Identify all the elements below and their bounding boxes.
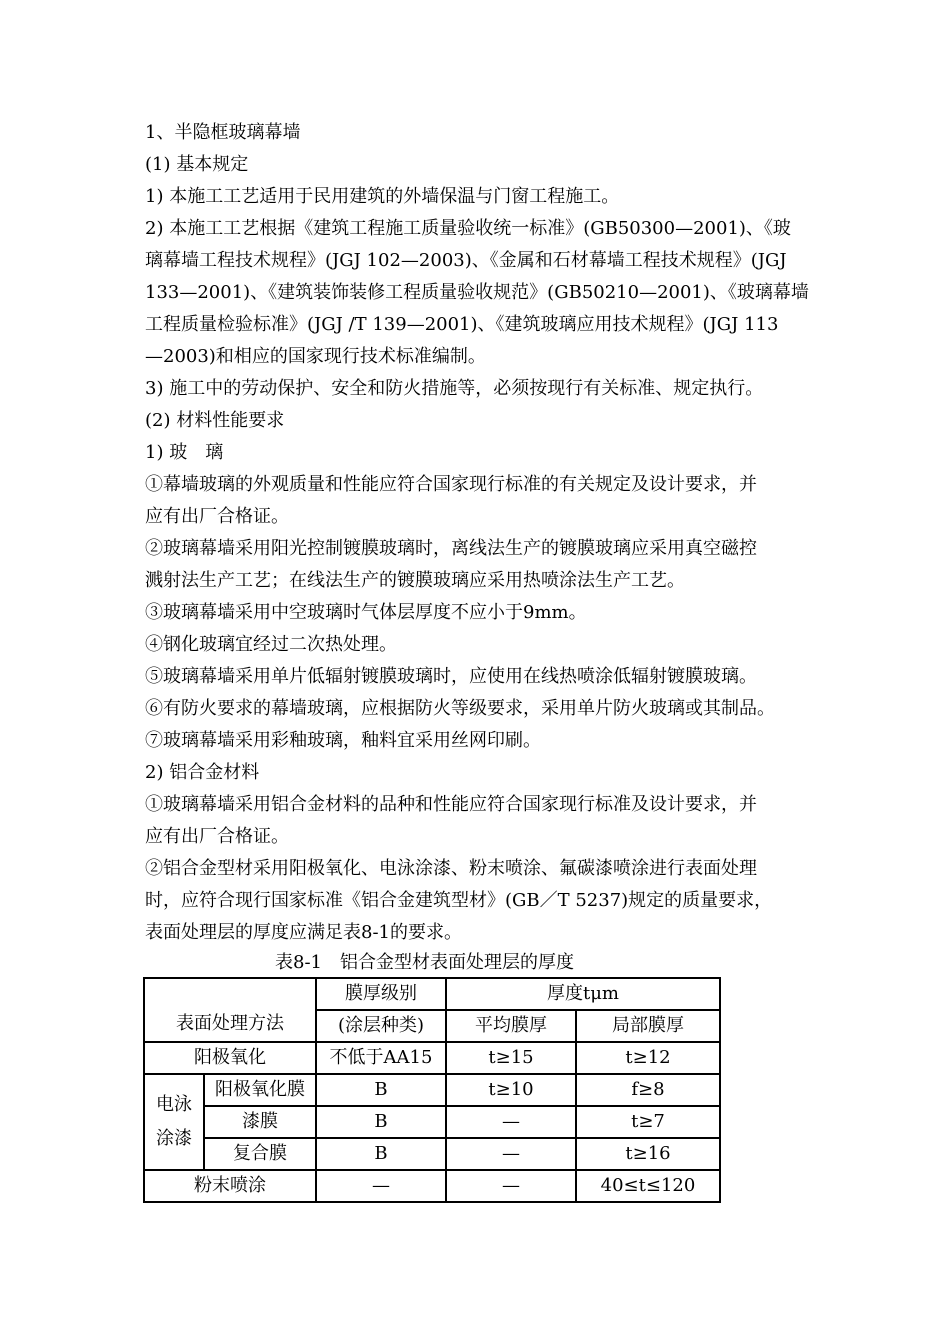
cell-grade: B [316, 1106, 446, 1138]
cell-grade: 不低于AA15 [316, 1042, 446, 1074]
cell-average: — [446, 1170, 576, 1202]
paragraph-line: 2) 本施工工艺根据《建筑工程施工质量验收统一标准》(GB50300—2001)、《玻 [145, 218, 791, 239]
paragraph-line: ⑦玻璃幕墙采用彩釉玻璃，釉料宜采用丝网印刷。 [145, 730, 541, 751]
paragraph-line: 工程质量检验标准》(JGJ /T 139—2001)、《建筑玻璃应用技术规程》(JGJ 113 [145, 314, 779, 335]
cell-method: 漆膜 [204, 1106, 316, 1138]
header-grade-line1: 膜厚级别 [316, 978, 446, 1010]
paragraph-line: ②玻璃幕墙采用阳光控制镀膜玻璃时，离线法生产的镀膜玻璃应采用真空磁控 [145, 538, 757, 559]
table-row [144, 1106, 720, 1138]
table-row [144, 1042, 720, 1074]
paragraph-line: ③玻璃幕墙采用中空玻璃时气体层厚度不应小于9mm。 [145, 602, 587, 623]
cell-method: 阳极氧化膜 [204, 1074, 316, 1106]
group-label-line2: 涂漆 [156, 1128, 192, 1149]
section-heading: 1、半隐框玻璃幕墙 [145, 122, 301, 143]
cell-average: — [446, 1138, 576, 1170]
header-grade-line2: (涂层种类) [316, 1010, 446, 1042]
cell-local: 40≤t≤120 [576, 1170, 720, 1202]
cell-electrophoretic-group [144, 1074, 204, 1170]
paragraph-line: ①玻璃幕墙采用铝合金材料的品种和性能应符合国家现行标准及设计要求，并 [145, 794, 757, 815]
table-row [144, 1170, 720, 1202]
table-row [144, 1074, 720, 1106]
paragraph-line: —2003)和相应的国家现行技术标准编制。 [145, 346, 486, 367]
paragraph-line: 溅射法生产工艺；在线法生产的镀膜玻璃应采用热喷涂法生产工艺。 [145, 570, 685, 591]
table-row [144, 1138, 720, 1170]
cell-method: 粉末喷涂 [144, 1170, 316, 1202]
subsection-heading: (2) 材料性能要求 [145, 410, 285, 431]
paragraph-line: 时，应符合现行国家标准《铝合金建筑型材》(GB／T 5237)规定的质量要求， [145, 890, 773, 911]
paragraph-line: ⑤玻璃幕墙采用单片低辐射镀膜玻璃时，应使用在线热喷涂低辐射镀膜玻璃。 [145, 666, 757, 687]
header-average-thickness: 平均膜厚 [446, 1010, 576, 1042]
paragraph-line: 1) 本施工工艺适用于民用建筑的外墙保温与门窗工程施工。 [145, 186, 620, 207]
group-label-line1: 电泳 [156, 1094, 192, 1115]
header-thickness: 厚度tμm [446, 978, 720, 1010]
paragraph-line: 3) 施工中的劳动保护、安全和防火措施等，必须按现行有关标准、规定执行。 [145, 378, 764, 399]
cell-method: 复合膜 [204, 1138, 316, 1170]
paragraph-line: ④钢化玻璃宜经过二次热处理。 [145, 634, 397, 655]
header-method: 表面处理方法 [144, 978, 316, 1042]
table-caption: 表8-1 铝合金型材表面处理层的厚度 [275, 952, 574, 973]
paragraph-line: 璃幕墙工程技术规程》(JGJ 102—2003)、《金属和石材幕墙工程技术规程》(JGJ [145, 250, 787, 271]
cell-grade: B [316, 1138, 446, 1170]
cell-grade: — [316, 1170, 446, 1202]
header-local-thickness: 局部膜厚 [576, 1010, 720, 1042]
subsection-heading: (1) 基本规定 [145, 154, 249, 175]
item-heading: 1) 玻 璃 [145, 442, 224, 463]
thickness-table [143, 977, 721, 1203]
cell-average: t≥10 [446, 1074, 576, 1106]
cell-local: t≥16 [576, 1138, 720, 1170]
cell-local: t≥12 [576, 1042, 720, 1074]
cell-average: — [446, 1106, 576, 1138]
cell-method: 阳极氧化 [144, 1042, 316, 1074]
paragraph-line: 应有出厂合格证。 [145, 506, 289, 527]
paragraph-line: 应有出厂合格证。 [145, 826, 289, 847]
paragraph-line: ②铝合金型材采用阳极氧化、电泳涂漆、粉末喷涂、氟碳漆喷涂进行表面处理 [145, 858, 757, 879]
paragraph-line: ①幕墙玻璃的外观质量和性能应符合国家现行标准的有关规定及设计要求，并 [145, 474, 757, 495]
cell-average: t≥15 [446, 1042, 576, 1074]
cell-local: f≥8 [576, 1074, 720, 1106]
paragraph-line: 表面处理层的厚度应满足表8-1的要求。 [145, 922, 462, 943]
cell-grade: B [316, 1074, 446, 1106]
table-header-row [144, 978, 720, 1010]
paragraph-line: 133—2001)、《建筑装饰装修工程质量验收规范》(GB50210—2001)、《玻璃幕墙 [145, 282, 809, 303]
paragraph-line: ⑥有防火要求的幕墙玻璃，应根据防火等级要求，采用单片防火玻璃或其制品。 [145, 698, 775, 719]
item-heading: 2) 铝合金材料 [145, 762, 260, 783]
cell-local: t≥7 [576, 1106, 720, 1138]
